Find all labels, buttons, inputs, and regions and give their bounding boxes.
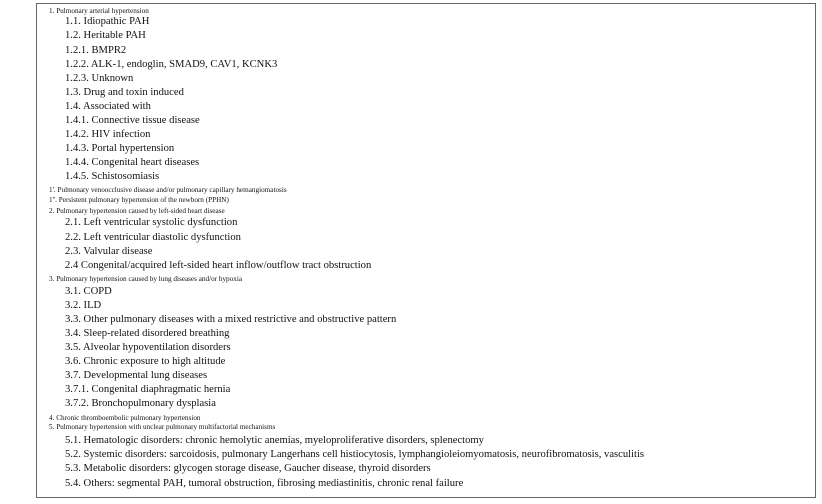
list-item: 1.4.2. HIV infection — [65, 129, 151, 140]
list-item: 1''. Persistent pulmonary hypertension of the newborn (PPHN) — [49, 196, 229, 204]
list-item: 5.1. Hematologic disorders: chronic hemolytic anemias, myeloproliferative disorders, splenectomy — [65, 435, 484, 446]
list-item: 3.4. Sleep-related disordered breathing — [65, 328, 230, 339]
list-item: 1.2. Heritable PAH — [65, 30, 146, 41]
list-item: 5.3. Metabolic disorders: glycogen storage disease, Gaucher disease, thyroid disorders — [65, 463, 431, 474]
list-item: 1.4.4. Congenital heart diseases — [65, 157, 200, 168]
list-item: 2.2. Left ventricular diastolic dysfunction — [65, 232, 241, 243]
list-item: 3.2. ILD — [65, 300, 102, 311]
list-item: 3.1. COPD — [65, 286, 112, 297]
list-item: 2.3. Valvular disease — [65, 246, 153, 257]
list-item: 1.4. Associated with — [65, 101, 151, 112]
list-item: 1.2.2. ALK-1, endoglin, SMAD9, CAV1, KCNK3 — [65, 59, 278, 70]
list-item: 1.4.5. Schistosomiasis — [65, 171, 160, 182]
list-item: 2.1. Left ventricular systolic dysfunction — [65, 217, 238, 228]
classification-table-frame — [36, 3, 816, 498]
list-item: 5. Pulmonary hypertension with unclear pulmonary multifactorial mechanisms — [49, 423, 276, 431]
list-item: 3.7.2. Bronchopulmonary dysplasia — [65, 398, 216, 409]
list-item: 3. Pulmonary hypertension caused by lung diseases and/or hypoxia — [49, 275, 243, 283]
list-item: 3.6. Chronic exposure to high altitude — [65, 356, 226, 367]
list-item: 1.4.1. Connective tissue disease — [65, 115, 200, 126]
list-item: 3.7.1. Congenital diaphragmatic hernia — [65, 384, 231, 395]
list-item: 1.4.3. Portal hypertension — [65, 143, 175, 154]
list-item: 1.3. Drug and toxin induced — [65, 87, 184, 98]
list-item: 1.1. Idiopathic PAH — [65, 16, 150, 27]
list-item: 1.2.1. BMPR2 — [65, 45, 127, 56]
list-item: 3.5. Alveolar hypoventilation disorders — [65, 342, 231, 353]
list-item: 5.4. Others: segmental PAH, tumoral obstruction, fibrosing mediastinitis, chronic renal failure — [65, 478, 464, 489]
list-item: 1.2.3. Unknown — [65, 73, 134, 84]
list-item: 4. Chronic thromboembolic pulmonary hypertension — [49, 414, 201, 422]
list-item: 2.4 Congenital/acquired left-sided heart inflow/outflow tract obstruction — [65, 260, 372, 271]
list-item: 1'. Pulmonary venoocclusive disease and/or pulmonary capillary hemangiomatosis — [49, 186, 287, 194]
list-item: 5.2. Systemic disorders: sarcoidosis, pulmonary Langerhans cell histiocytosis, lymphangioleiomyomatosis, neurofibromatosis, vasculitis — [65, 449, 645, 460]
list-item: 3.3. Other pulmonary diseases with a mixed restrictive and obstructive pattern — [65, 314, 397, 325]
list-item: 3.7. Developmental lung diseases — [65, 370, 208, 381]
list-item: 1. Pulmonary arterial hypertension — [49, 7, 149, 15]
list-item: 2. Pulmonary hypertension caused by left-sided heart disease — [49, 207, 225, 215]
